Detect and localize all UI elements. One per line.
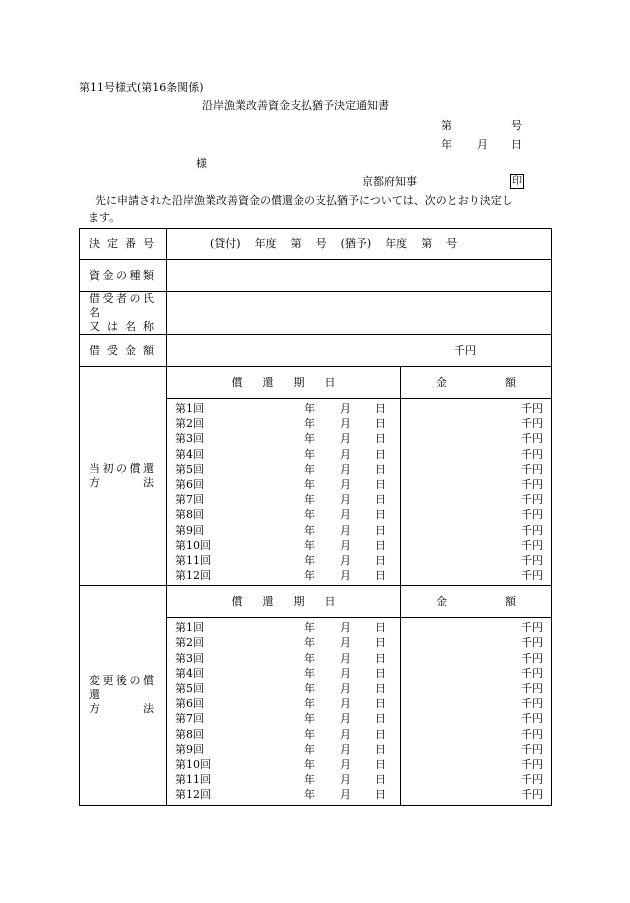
installment-amount: 千円	[521, 447, 543, 461]
installment-year: 年	[304, 788, 315, 802]
installment-amount: 千円	[521, 712, 543, 726]
installment-day: 日	[375, 773, 386, 787]
installment-day: 日	[375, 636, 386, 650]
installment-year: 年	[304, 712, 315, 726]
amount-header	[401, 367, 552, 399]
doc-number-prefix: 第	[441, 119, 452, 132]
installment-month: 月	[340, 757, 351, 771]
installment-year: 年	[304, 432, 315, 446]
installment-year: 年	[304, 742, 315, 756]
date-day: 日	[511, 138, 522, 151]
installment-day: 日	[375, 621, 386, 635]
changed-schedule-dates	[167, 618, 401, 805]
installment-day: 日	[375, 742, 386, 756]
installment-row	[167, 742, 400, 757]
installment-amount: 千円	[521, 757, 543, 771]
installment-amount: 千円	[521, 508, 543, 522]
hdr-amt-char-2: 額	[505, 375, 516, 389]
installment-year: 年	[304, 462, 315, 476]
number-prefix-1: 第	[290, 237, 302, 250]
original-schedule-dates	[167, 399, 401, 586]
amount-header	[401, 586, 552, 618]
changed-schedule-amounts	[401, 618, 552, 805]
number-prefix-2: 第	[421, 237, 433, 250]
installment-row	[167, 757, 400, 772]
installment-month: 月	[340, 621, 351, 635]
installment-row	[167, 538, 400, 553]
installment-amount: 千円	[521, 553, 543, 567]
installment-number: 第7回	[175, 493, 204, 507]
installment-day: 日	[375, 477, 386, 491]
installment-day: 日	[375, 447, 386, 461]
date-year: 年	[441, 138, 452, 151]
fund-type-label: 資金の種類	[80, 260, 167, 292]
installment-day: 日	[375, 712, 386, 726]
installment-row	[167, 696, 400, 711]
installment-month: 月	[340, 538, 351, 552]
decision-number-row	[80, 229, 552, 260]
fund-type-value	[167, 260, 552, 292]
installment-month: 月	[340, 697, 351, 711]
installment-day: 日	[375, 523, 386, 537]
installment-row	[167, 477, 400, 492]
installment-amount: 千円	[521, 788, 543, 802]
installment-amount: 千円	[521, 417, 543, 431]
installment-year: 年	[304, 727, 315, 741]
borrower-label-line1: 借受者の氏名	[89, 292, 154, 319]
installment-row	[167, 416, 400, 431]
loan-amount-unit: 千円	[167, 335, 552, 367]
installment-amount: 千円	[521, 432, 543, 446]
installment-row	[167, 651, 400, 666]
installment-day: 日	[375, 569, 386, 583]
installment-year: 年	[304, 447, 315, 461]
installment-month: 月	[340, 432, 351, 446]
installment-day: 日	[375, 651, 386, 665]
form-number: 第11号様式(第16条関係)	[79, 81, 204, 94]
installment-number: 第2回	[175, 636, 204, 650]
installment-day: 日	[375, 417, 386, 431]
installment-year: 年	[304, 666, 315, 680]
fiscal-year-1: 年度	[254, 237, 277, 250]
seal-stamp: 印	[512, 176, 522, 187]
fund-type-row	[80, 260, 552, 292]
installment-row	[167, 553, 400, 568]
installment-month: 月	[340, 508, 351, 522]
installment-amount: 千円	[521, 462, 543, 476]
installment-month: 月	[340, 402, 351, 415]
decision-number-value	[167, 229, 552, 260]
installment-row	[167, 492, 400, 507]
changed-header-row	[80, 586, 552, 618]
decision-number-label: 決定番号	[80, 229, 167, 260]
installment-row	[167, 681, 400, 696]
installment-day: 日	[375, 402, 386, 415]
installment-month: 月	[340, 788, 351, 802]
installment-day: 日	[375, 682, 386, 695]
installment-row	[167, 666, 400, 681]
original-label-line2: 方法	[89, 476, 154, 490]
installment-year: 年	[304, 757, 315, 771]
installment-number: 第12回	[175, 569, 211, 583]
hdr-char-2: 還	[262, 594, 274, 608]
installment-row	[167, 787, 400, 802]
borrower-row	[80, 292, 552, 335]
installment-number: 第5回	[175, 462, 204, 476]
document-title: 沿岸漁業改善資金支払猶予決定通知書	[202, 99, 389, 112]
installment-row	[167, 568, 400, 583]
installment-month: 月	[340, 417, 351, 431]
installment-number: 第1回	[175, 621, 204, 635]
hdr-char-2: 還	[262, 375, 274, 389]
installment-number: 第12回	[175, 788, 211, 802]
installment-number: 第6回	[175, 477, 204, 491]
installment-number: 第3回	[175, 432, 204, 446]
installment-amount: 千円	[521, 697, 543, 711]
hdr-amt-char-1: 金	[436, 375, 447, 389]
borrower-value	[167, 292, 552, 335]
installment-year: 年	[304, 553, 315, 567]
installment-amount: 千円	[521, 493, 543, 507]
installment-row	[167, 620, 400, 635]
installment-number: 第2回	[175, 417, 204, 431]
installment-year: 年	[304, 477, 315, 491]
installment-amount: 千円	[521, 666, 543, 680]
installment-number: 第6回	[175, 697, 204, 711]
repayment-date-header	[167, 586, 401, 618]
installment-number: 第9回	[175, 523, 204, 537]
installment-amount: 千円	[521, 569, 543, 583]
installment-day: 日	[375, 697, 386, 711]
installment-amount: 千円	[521, 727, 543, 741]
hdr-char-4: 日	[324, 375, 336, 389]
installment-amount: 千円	[521, 651, 543, 665]
addressee-suffix: 様	[196, 157, 207, 170]
installment-amount: 千円	[521, 636, 543, 650]
hdr-amt-char-2: 額	[505, 594, 516, 608]
installment-year: 年	[304, 651, 315, 665]
number-suffix-2: 号	[446, 237, 458, 250]
installment-year: 年	[304, 523, 315, 537]
installment-number: 第4回	[175, 666, 204, 680]
installment-number: 第4回	[175, 447, 204, 461]
installment-number: 第10回	[175, 757, 211, 771]
installment-month: 月	[340, 523, 351, 537]
hdr-char-4: 日	[324, 594, 336, 608]
number-suffix-1: 号	[315, 237, 327, 250]
changed-label-line1: 変更後の償還	[89, 674, 154, 702]
installment-month: 月	[340, 666, 351, 680]
changed-label-line2: 方法	[89, 702, 154, 716]
installment-year: 年	[304, 417, 315, 431]
installment-day: 日	[375, 553, 386, 567]
installment-amount: 千円	[521, 523, 543, 537]
installment-row	[167, 462, 400, 477]
repayment-date-header	[167, 367, 401, 399]
installment-amount: 千円	[521, 621, 543, 635]
hdr-char-1: 償	[231, 375, 243, 389]
installment-number: 第11回	[175, 773, 211, 787]
installment-day: 日	[375, 666, 386, 680]
installment-number: 第8回	[175, 508, 204, 522]
installment-number: 第8回	[175, 727, 204, 741]
installment-year: 年	[304, 697, 315, 711]
installment-month: 月	[340, 477, 351, 491]
installment-year: 年	[304, 493, 315, 507]
date-month: 月	[477, 138, 488, 151]
installment-row	[167, 447, 400, 462]
installment-row	[167, 523, 400, 538]
installment-month: 月	[340, 569, 351, 583]
installment-month: 月	[340, 462, 351, 476]
installment-row	[167, 507, 400, 522]
body-text-line1: 先に申請された沿岸漁業改善資金の償還金の支払猶予については、次のとおり決定し	[95, 194, 513, 207]
installment-month: 月	[340, 742, 351, 756]
installment-month: 月	[340, 712, 351, 726]
installment-amount: 千円	[521, 682, 543, 695]
installment-day: 日	[375, 508, 386, 522]
installment-month: 月	[340, 636, 351, 650]
installment-row	[167, 711, 400, 726]
installment-amount: 千円	[521, 538, 543, 552]
loan-amount-row	[80, 335, 552, 367]
installment-day: 日	[375, 538, 386, 552]
changed-method-label	[80, 586, 167, 805]
hdr-char-3: 期	[293, 375, 305, 389]
installment-amount: 千円	[521, 402, 543, 415]
loan-marker: (貸付)	[210, 237, 241, 250]
borrower-label	[80, 292, 167, 335]
installment-year: 年	[304, 621, 315, 635]
installment-amount: 千円	[521, 742, 543, 756]
installment-number: 第3回	[175, 651, 204, 665]
hdr-char-3: 期	[293, 594, 305, 608]
installment-row	[167, 727, 400, 742]
installment-amount: 千円	[521, 773, 543, 787]
installment-year: 年	[304, 508, 315, 522]
fiscal-year-2: 年度	[385, 237, 408, 250]
original-method-label	[80, 367, 167, 586]
doc-number-suffix: 号	[511, 119, 522, 132]
installment-day: 日	[375, 432, 386, 446]
installment-year: 年	[304, 773, 315, 787]
installment-month: 月	[340, 553, 351, 567]
installment-row	[167, 635, 400, 650]
installment-year: 年	[304, 636, 315, 650]
installment-day: 日	[375, 788, 386, 802]
installment-month: 月	[340, 773, 351, 787]
installment-year: 年	[304, 569, 315, 583]
installment-number: 第1回	[175, 402, 204, 415]
installment-year: 年	[304, 402, 315, 415]
decision-table	[79, 228, 552, 806]
installment-amount: 千円	[521, 477, 543, 491]
installment-day: 日	[375, 757, 386, 771]
loan-amount-label: 借受金額	[80, 335, 167, 367]
installment-number: 第11回	[175, 553, 211, 567]
installment-month: 月	[340, 727, 351, 741]
installment-month: 月	[340, 447, 351, 461]
hdr-amt-char-1: 金	[436, 594, 447, 608]
body-text-line2: ます。	[88, 211, 121, 224]
installment-row	[167, 401, 400, 416]
installment-row	[167, 772, 400, 787]
borrower-label-line2: 又は名称	[89, 320, 154, 333]
original-schedule-amounts	[401, 399, 552, 586]
installment-number: 第9回	[175, 742, 204, 756]
installment-day: 日	[375, 493, 386, 507]
installment-year: 年	[304, 538, 315, 552]
installment-month: 月	[340, 651, 351, 665]
installment-number: 第10回	[175, 538, 211, 552]
installment-month: 月	[340, 682, 351, 695]
installment-number: 第5回	[175, 682, 204, 695]
installment-day: 日	[375, 727, 386, 741]
installment-year: 年	[304, 682, 315, 695]
installment-row	[167, 431, 400, 446]
installment-day: 日	[375, 462, 386, 476]
issuer: 京都府知事	[362, 175, 417, 188]
hdr-char-1: 償	[231, 594, 243, 608]
original-label-line1: 当初の償還	[89, 462, 154, 476]
original-header-row	[80, 367, 552, 399]
deferral-marker: (猶予)	[340, 237, 372, 250]
installment-number: 第7回	[175, 712, 204, 726]
installment-month: 月	[340, 493, 351, 507]
